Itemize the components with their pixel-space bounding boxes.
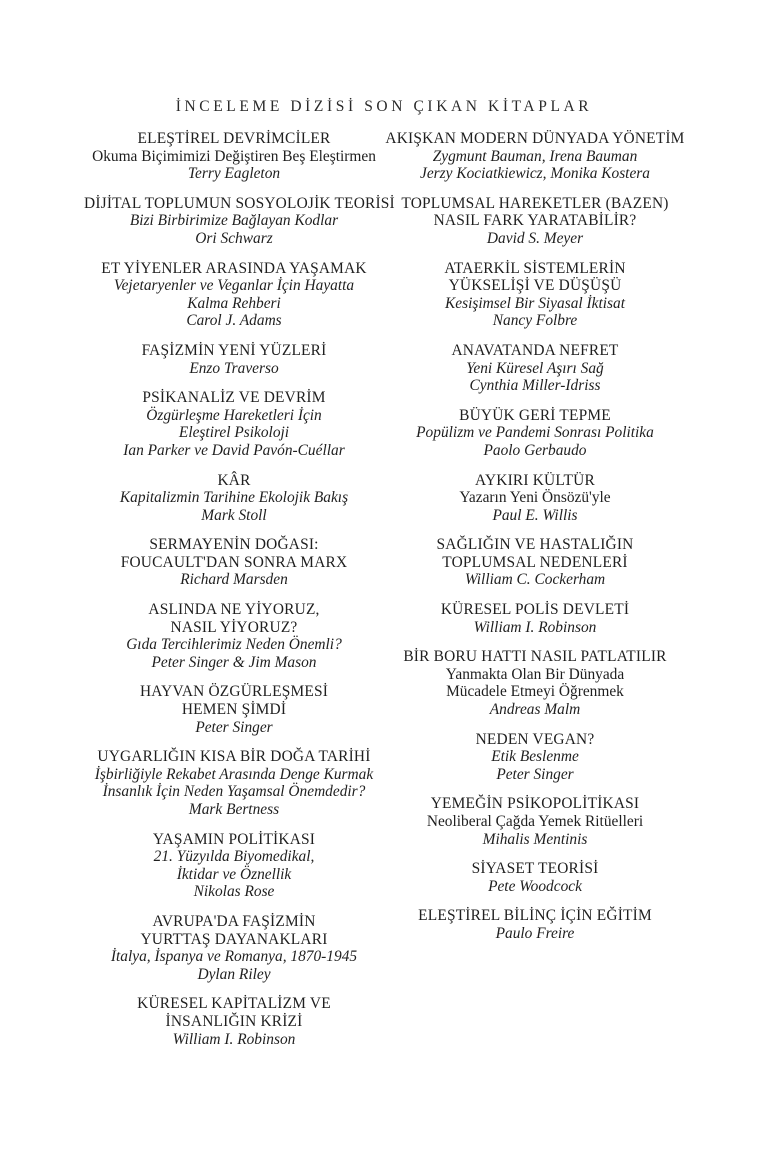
book-entry (384, 472, 686, 525)
book-subtitle-line: Etik Beslenme (491, 748, 579, 766)
right-book-column (384, 130, 686, 955)
book-author: Jerzy Kociatkiewicz, Monika Kostera (420, 165, 650, 183)
book-title-line: KÜRESEL POLİS DEVLETİ (440, 601, 630, 619)
book-title-line: PSİKANALİZ VE DEVRİM (142, 389, 326, 407)
book-subtitle-line: Bizi Birbirimize Bağlayan Kodlar (129, 212, 339, 230)
book-title-line: DİJİTAL TOPLUMUN SOSYOLOJİK TEORİSİ (84, 194, 395, 212)
book-entry (84, 342, 384, 377)
book-entry (84, 536, 384, 589)
book-title-line: ELEŞTİREL DEVRİMCİLER (137, 130, 331, 147)
book-author: Carol J. Adams (186, 312, 282, 330)
book-title-line: ATAERKİL SİSTEMLERİN (444, 259, 626, 277)
book-author: Mihalis Mentinis (482, 830, 588, 848)
book-title-line: SAĞLIĞIN VE HASTALIĞIN (436, 536, 634, 554)
book-title-line: FAŞİZMİN YENİ YÜZLERİ (141, 341, 327, 359)
book-entry (84, 748, 384, 818)
book-subtitle-line: Kapitalizmin Tarihine Ekolojik Bakış (119, 489, 349, 507)
book-subtitle-line: 21. Yüzyılda Biyomedikal, (153, 848, 315, 866)
book-entry (384, 860, 686, 895)
book-entry (84, 601, 384, 671)
book-author: Cynthia Miller-Idriss (469, 377, 601, 395)
book-title-line: YEMEĞİN PSİKOPOLİTİKASI (430, 795, 640, 813)
book-author: Paulo Freire (495, 924, 575, 942)
book-title-line: HAYVAN ÖZGÜRLEŞMESİ (139, 683, 329, 701)
book-title-line: NASIL FARK YARATABİLİR? (433, 212, 637, 230)
book-author: William C. Cockerham (464, 571, 606, 589)
book-subtitle-line: Neoliberal Çağda Yemek Ritüelleri (426, 813, 644, 830)
book-entry (84, 472, 384, 525)
book-entry (384, 342, 686, 395)
book-title-line: HEMEN ŞİMDİ (181, 701, 287, 719)
book-entry (384, 260, 686, 330)
book-author: Peter Singer (496, 765, 574, 783)
book-subtitle-line: Yanmakta Olan Bir Dünyada (445, 665, 625, 683)
book-entry (384, 130, 686, 183)
book-entry (384, 907, 686, 942)
book-entry (384, 795, 686, 848)
book-title-line: YAŞAMIN POLİTİKASI (152, 830, 316, 848)
book-subtitle-line: Özgürleşme Hareketleri İçin (146, 406, 322, 424)
book-subtitle-line: Kesişimsel Bir Siyasal İktisat (445, 294, 625, 312)
book-subtitle-line: İtalya, İspanya ve Romanya, 1870-1945 (110, 948, 358, 966)
book-author: Nikolas Rose (193, 883, 275, 901)
book-subtitle-line: İşbirliğiyle Rekabet Arasında Denge Kurmak (94, 765, 374, 783)
book-entry (84, 913, 384, 983)
book-author: Nancy Folbre (492, 312, 578, 330)
book-author: Paul E. Willis (492, 506, 578, 524)
book-subtitle-line: İktidar ve Öznellik (176, 865, 292, 883)
book-author: Peter Singer (195, 718, 273, 736)
book-subtitle-line: İnsanlık İçin Neden Yaşamsal Önemdedir? (102, 783, 366, 801)
book-entry (384, 195, 686, 248)
book-title-line: AYKIRI KÜLTÜR (475, 471, 595, 489)
book-entry (84, 194, 395, 248)
book-subtitle-line: Yeni Küresel Aşırı Sağ (466, 359, 604, 377)
book-subtitle-line: Zygmunt Bauman, Irena Bauman (432, 147, 638, 165)
book-title-line: ASLINDA NE YİYORUZ, (148, 601, 320, 619)
book-title-line: NASIL YİYORUZ? (170, 618, 298, 636)
book-subtitle-line: Vejetaryenler ve Veganlar İçin Hayatta (113, 277, 355, 295)
book-author: Pete Woodcock (488, 877, 582, 895)
book-title-line: İNSANLIĞIN KRİZİ (165, 1012, 303, 1030)
book-entry (384, 648, 686, 718)
book-title-line: AKIŞKAN MODERN DÜNYADA YÖNETİM (385, 130, 685, 147)
book-subtitle-line: Okuma Biçimimizi Değiştiren Beş Eleştirmen (92, 147, 376, 165)
book-entry (84, 995, 384, 1048)
book-author: Peter Singer & Jim Mason (151, 653, 317, 671)
book-author: David S. Meyer (486, 229, 584, 247)
book-subtitle-line: Yazarın Yeni Önsözü'yle (459, 489, 611, 507)
book-author: William I. Robinson (172, 1030, 296, 1048)
book-entry (84, 683, 384, 736)
book-title-line: NEDEN VEGAN? (475, 730, 595, 748)
book-entry (384, 407, 686, 460)
book-entry (84, 260, 384, 330)
book-title-line: FOUCAULT'DAN SONRA MARX (120, 553, 348, 571)
book-title-line: YURTTAŞ DAYANAKLARI (140, 930, 328, 948)
book-title-line: TOPLUMSAL NEDENLERİ (442, 553, 628, 571)
book-author: Ori Schwarz (195, 229, 273, 247)
book-subtitle-line: Kalma Rehberi (187, 294, 281, 312)
book-title-line: BİR BORU HATTI NASIL PATLATILIR (403, 648, 667, 666)
book-title-line: KÂR (217, 471, 251, 489)
book-author: Dylan Riley (197, 965, 271, 983)
book-title-line: ET YİYENLER ARASINDA YAŞAMAK (101, 259, 367, 277)
book-author: Mark Stoll (201, 506, 267, 524)
book-entry (84, 831, 384, 901)
page-title: İNCELEME DİZİSİ SON ÇIKAN KİTAPLAR (175, 98, 593, 115)
book-author: Andreas Malm (489, 701, 581, 719)
book-title-line: SİYASET TEORİSİ (471, 860, 599, 878)
book-subtitle-line: Popülizm ve Pandemi Sonrası Politika (416, 424, 654, 442)
book-author: William I. Robinson (473, 618, 597, 636)
book-author: Ian Parker ve David Pavón-Cuéllar (123, 441, 345, 459)
book-entry (84, 130, 384, 183)
book-author: Mark Bertness (188, 801, 280, 818)
book-title-line: TOPLUMSAL HAREKETLER (BAZEN) (401, 194, 669, 212)
book-subtitle-line: Eleştirel Psikoloji (178, 424, 290, 442)
book-entry (384, 601, 686, 636)
book-entry (84, 389, 384, 459)
book-title-line: KÜRESEL KAPİTALİZM VE (137, 995, 331, 1013)
book-subtitle-line: Mücadele Etmeyi Öğrenmek (446, 683, 624, 701)
book-author: Richard Marsden (180, 571, 288, 589)
book-title-line: BÜYÜK GERİ TEPME (459, 406, 611, 424)
book-title-line: YÜKSELİŞİ VE DÜŞÜŞÜ (448, 277, 622, 295)
book-subtitle-line: Gıda Tercihlerimiz Neden Önemli? (126, 636, 342, 654)
book-author: Enzo Traverso (189, 359, 279, 377)
book-author: Paolo Gerbaudo (483, 441, 587, 459)
book-title-line: ELEŞTİREL BİLİNÇ İÇİN EĞİTİM (418, 907, 652, 925)
book-entry (384, 731, 686, 784)
book-author: Terry Eagleton (187, 165, 281, 183)
book-title-line: ANAVATANDA NEFRET (451, 341, 619, 359)
left-book-column (84, 130, 395, 1060)
book-title-line: AVRUPA'DA FAŞİZMİN (152, 912, 316, 930)
book-title-line: SERMAYENİN DOĞASI: (149, 536, 319, 554)
book-entry (384, 536, 686, 589)
book-title-line: UYGARLIĞIN KISA BİR DOĞA TARİHİ (97, 748, 371, 766)
